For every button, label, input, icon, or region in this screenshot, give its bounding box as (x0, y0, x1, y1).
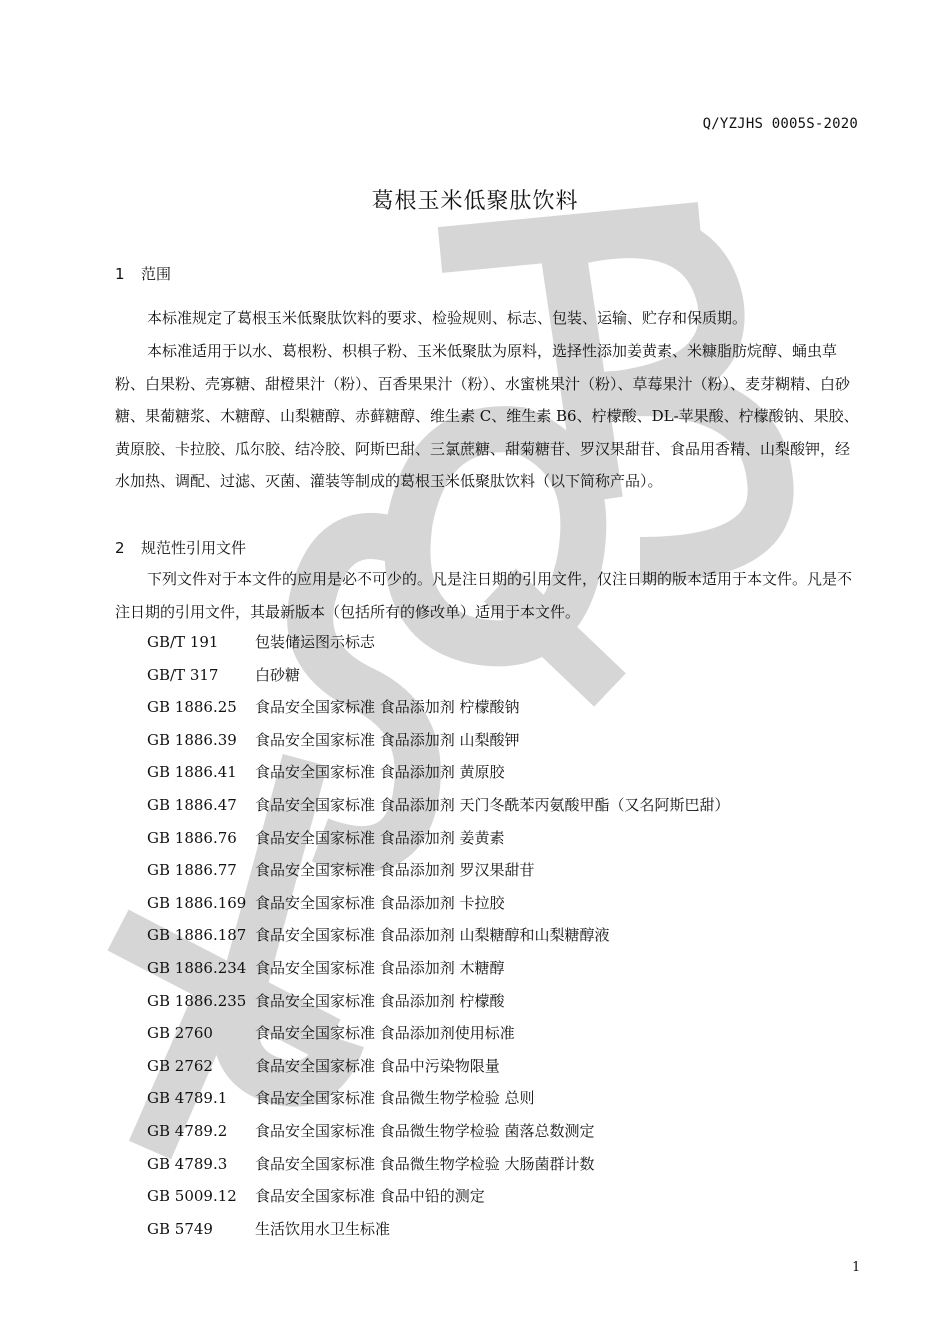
reference-row (147, 659, 867, 692)
reference-code: GB 1886.187 (147, 926, 247, 945)
reference-title: 食品安全国家标准 食品中污染物限量 (255, 1056, 500, 1075)
section-1-title: 范围 (141, 265, 172, 283)
reference-title: 食品安全国家标准 食品添加剂 山梨糖醇和山梨糖醇液 (255, 926, 610, 945)
reference-title: 食品安全国家标准 食品添加剂 罗汉果甜苷 (255, 861, 535, 880)
reference-code: GB 2762 (147, 1056, 213, 1075)
reference-row (147, 985, 867, 1018)
reference-code: GB 1886.169 (147, 893, 247, 912)
section-2-heading (115, 537, 246, 558)
standard-code: Q/YZJHS 0005S-2020 (702, 116, 858, 132)
reference-row (147, 919, 867, 952)
normative-references-list (147, 626, 867, 1245)
reference-title: 食品安全国家标准 食品添加剂 柠檬酸钠 (255, 698, 520, 717)
reference-row (147, 1017, 867, 1050)
section-1-paragraph-2: 本标准适用于以水、葛根粉、枳椇子粉、玉米低聚肽为原料，选择性添加姜黄素、米糠脂肪烷醇、蛹虫草粉、白果粉、壳寡糖、甜橙果汁（粉）、百香果果汁（粉）、水蜜桃果汁（粉）、草莓果汁（粉）、麦芽糊精、白砂糖、果葡糖浆、木糖醇、山梨糖醇、赤藓糖醇、维生素 C、维生素 B6、柠檬酸、DL-苹果酸、柠檬酸钠、果胶、黄原胶、卡拉胶、瓜尔胶、结冷胶、阿斯巴甜、三氯蔗糖、甜菊糖苷、罗汉果甜苷、食品用香精、山梨酸钾，经水加热、调配、过滤、灭菌、灌装等制成的葛根玉米低聚肽饮料（以下简称产品）。 (115, 342, 859, 491)
reference-row (147, 626, 867, 659)
reference-code: GB 1886.235 (147, 991, 247, 1010)
reference-row (147, 724, 867, 757)
reference-title: 食品安全国家标准 食品添加剂 山梨酸钾 (255, 730, 520, 749)
reference-code: GB 1886.77 (147, 861, 237, 880)
section-2-title: 规范性引用文件 (141, 539, 247, 557)
reference-title: 食品安全国家标准 食品微生物学检验 菌落总数测定 (255, 1121, 595, 1140)
reference-row (147, 789, 867, 822)
reference-code: GB 4789.2 (147, 1121, 228, 1140)
reference-title: 生活饮用水卫生标准 (255, 1219, 391, 1238)
reference-row (147, 1213, 867, 1246)
section-1-paragraph-1: 本标准规定了葛根玉米低聚肽饮料的要求、检验规则、标志、包装、运输、贮存和保质期。 (147, 309, 748, 327)
reference-row (147, 1148, 867, 1181)
reference-title: 食品安全国家标准 食品微生物学检验 大肠菌群计数 (255, 1154, 595, 1173)
reference-title: 食品安全国家标准 食品添加剂使用标准 (255, 1024, 515, 1043)
reference-title: 食品安全国家标准 食品添加剂 天门冬酰苯丙氨酸甲酯（又名阿斯巴甜） (255, 795, 730, 814)
section-2-paragraph-1: 下列文件对于本文件的应用是必不可少的。凡是注日期的引用文件，仅注日期的版本适用于本文件。凡是不注日期的引用文件，其最新版本（包括所有的修改单）适用于本文件。 (115, 570, 853, 621)
reference-title: 食品安全国家标准 食品添加剂 卡拉胶 (255, 893, 505, 912)
section-1-number: 1 (115, 265, 125, 283)
reference-code: GB 1886.76 (147, 828, 237, 847)
reference-row (147, 854, 867, 887)
reference-code: GB 1886.41 (147, 763, 237, 782)
document-title: 葛根玉米低聚肽饮料 (371, 189, 579, 214)
reference-code: GB 4789.1 (147, 1089, 228, 1108)
reference-code: GB 5749 (147, 1219, 213, 1238)
reference-title: 食品安全国家标准 食品添加剂 柠檬酸 (255, 991, 505, 1010)
reference-code: GB 4789.3 (147, 1154, 228, 1173)
reference-title: 白砂糖 (255, 665, 301, 684)
reference-row (147, 756, 867, 789)
page-number: 1 (852, 1260, 861, 1275)
reference-row (147, 691, 867, 724)
reference-row (147, 887, 867, 920)
reference-title: 食品安全国家标准 食品添加剂 黄原胶 (255, 763, 505, 782)
reference-title: 食品安全国家标准 食品微生物学检验 总则 (255, 1089, 535, 1108)
reference-code: GB 1886.234 (147, 958, 247, 977)
reference-code: GB/T 317 (147, 665, 219, 684)
reference-title: 食品安全国家标准 食品中铅的测定 (255, 1187, 485, 1206)
reference-row (147, 1180, 867, 1213)
reference-row (147, 822, 867, 855)
reference-row (147, 1082, 867, 1115)
reference-code: GB 1886.39 (147, 730, 237, 749)
reference-code: GB 5009.12 (147, 1187, 237, 1206)
reference-code: GB 1886.47 (147, 795, 237, 814)
section-2-number: 2 (115, 539, 125, 557)
reference-code: GB/T 191 (147, 633, 219, 651)
reference-title: 食品安全国家标准 食品添加剂 姜黄素 (255, 828, 505, 847)
reference-code: GB 2760 (147, 1024, 213, 1043)
reference-row (147, 1050, 867, 1083)
reference-row (147, 952, 867, 985)
reference-row (147, 1115, 867, 1148)
section-1-heading (115, 263, 171, 284)
reference-code: GB 1886.25 (147, 698, 237, 717)
reference-title: 食品安全国家标准 食品添加剂 木糖醇 (255, 958, 505, 977)
reference-title: 包装储运图示标志 (255, 633, 376, 651)
